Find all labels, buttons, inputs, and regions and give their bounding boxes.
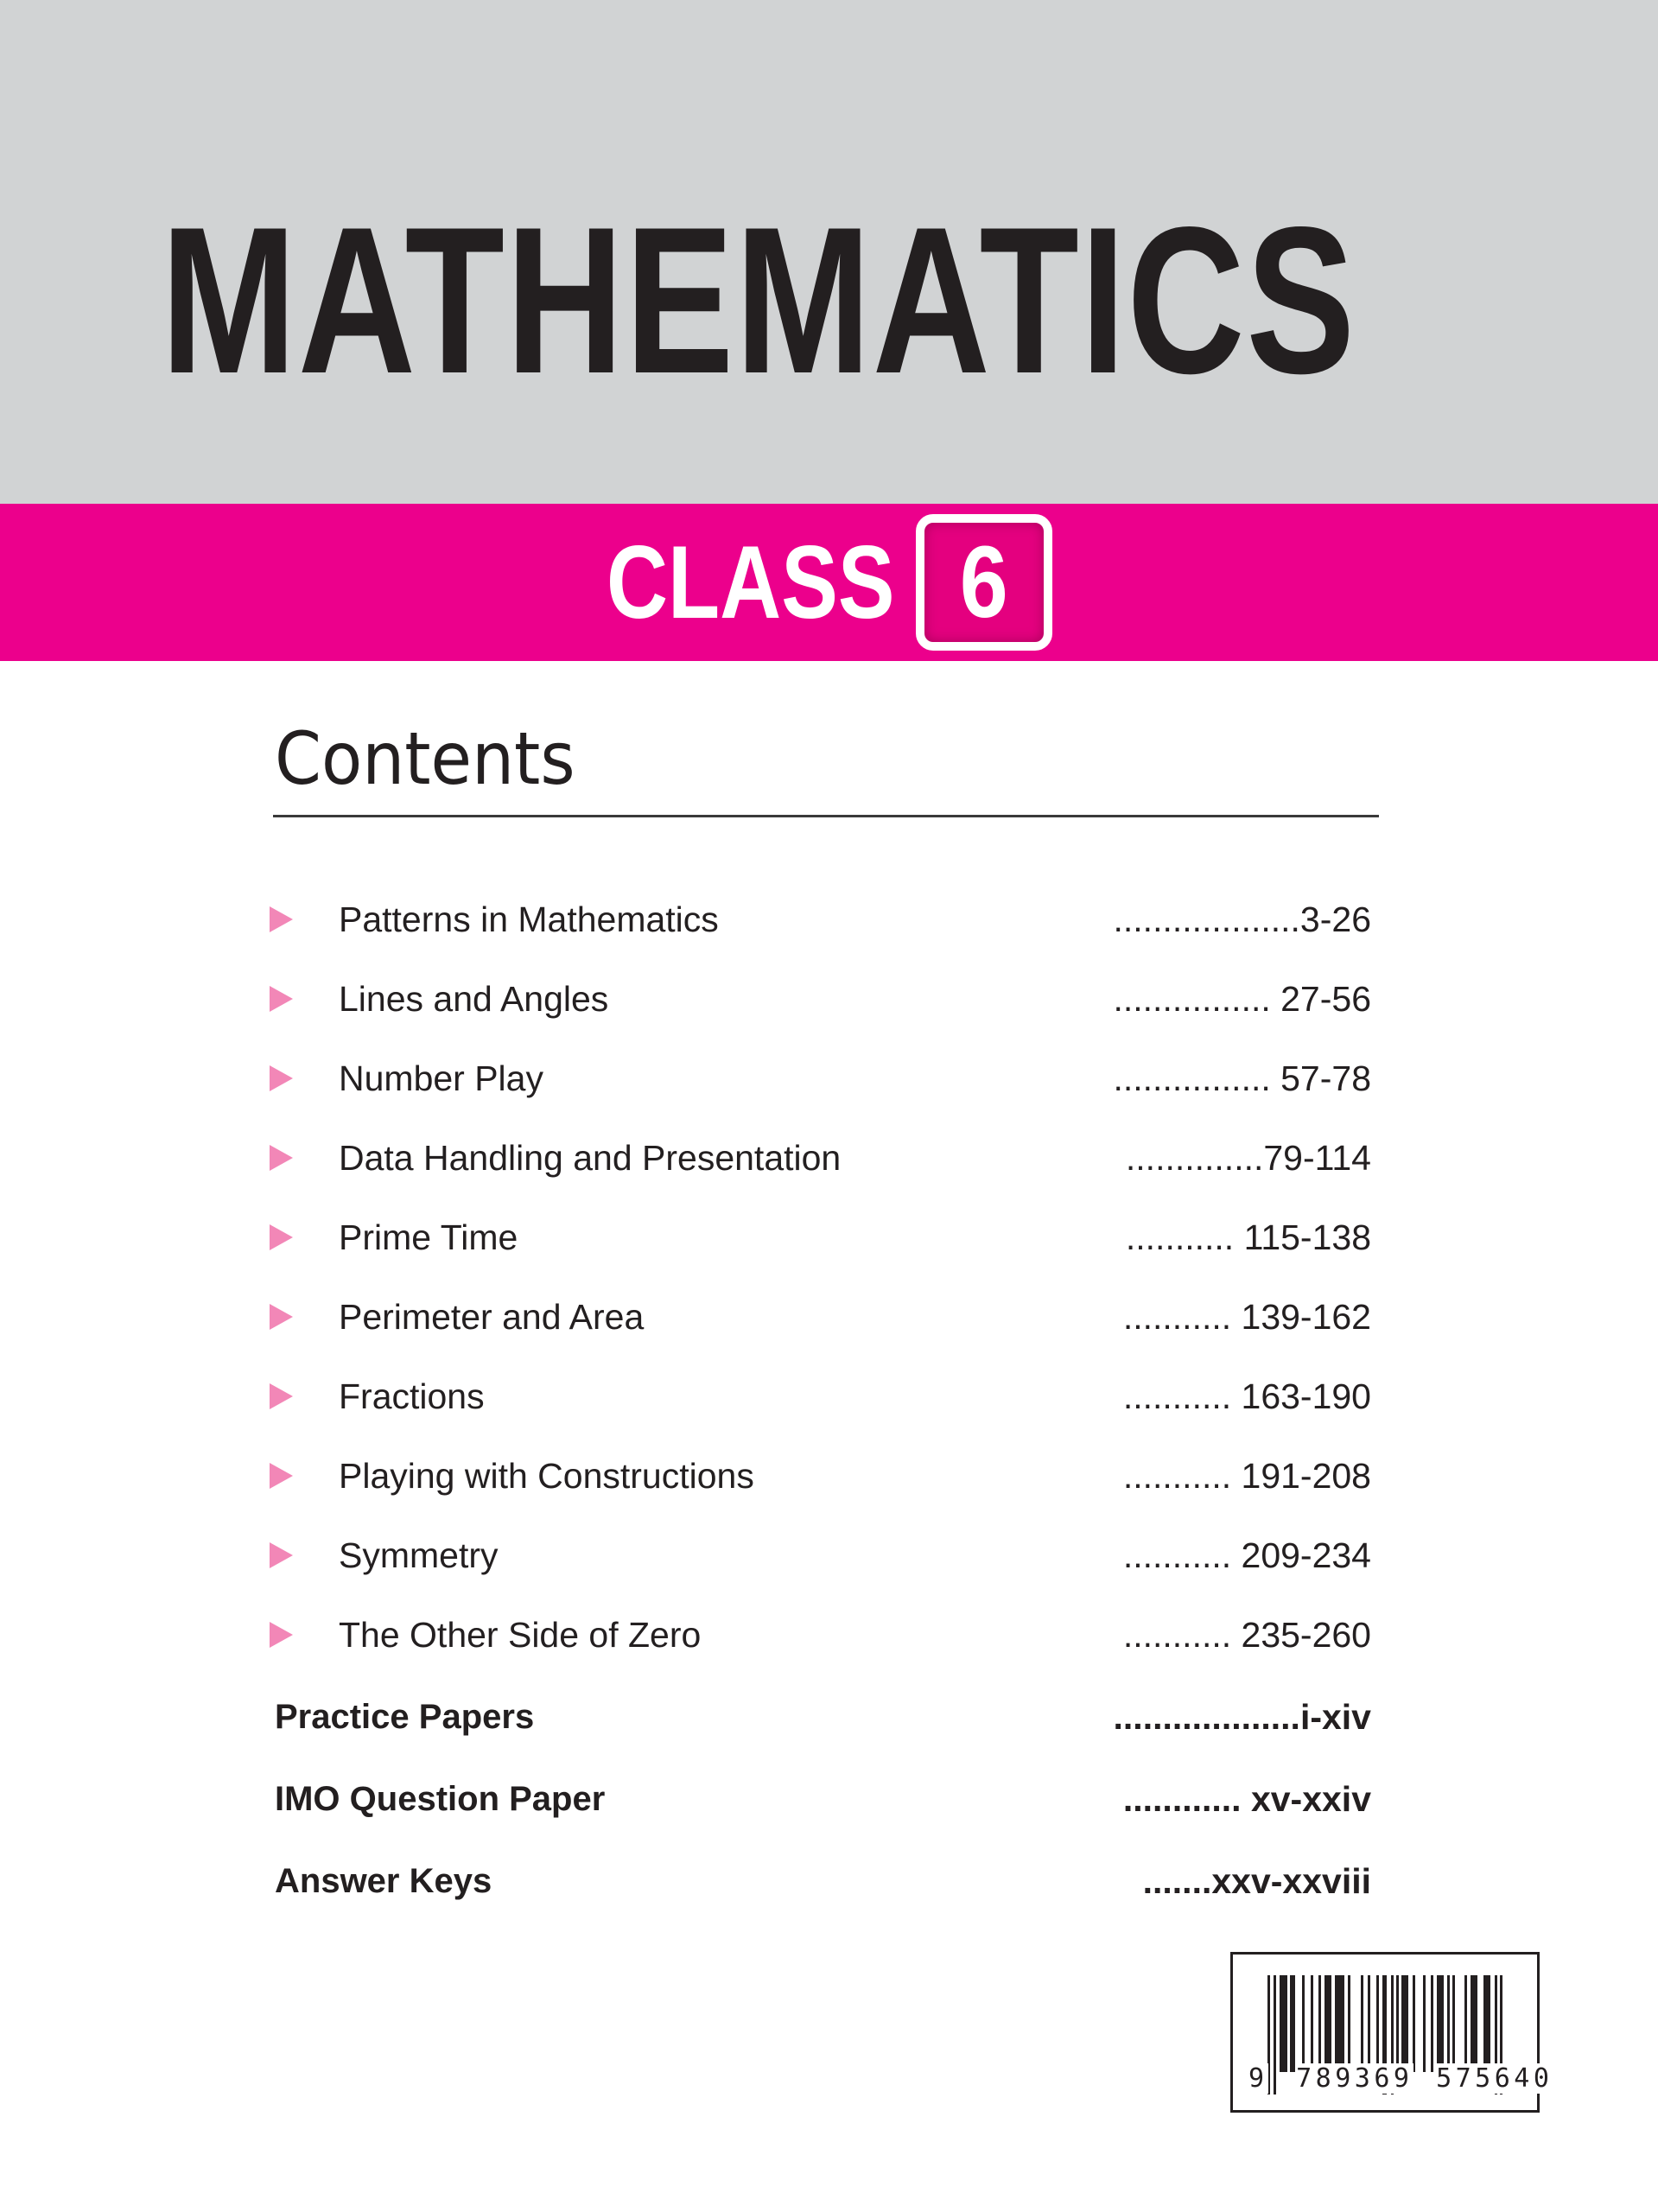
triangle-bullet-icon bbox=[270, 906, 293, 932]
contents-divider bbox=[273, 815, 1379, 817]
isbn-digit-group-1: 789369 bbox=[1296, 2063, 1413, 2094]
book-title: MATHEMATICS bbox=[161, 184, 1356, 417]
toc-item-pages: .......xxv-xxviii bbox=[1142, 1860, 1371, 1901]
triangle-bullet-icon bbox=[270, 986, 293, 1012]
contents-heading: Contents bbox=[275, 716, 575, 801]
toc-item[interactable] bbox=[270, 1211, 1371, 1263]
toc-item-title: Symmetry bbox=[339, 1535, 499, 1575]
toc-item-title: Number Play bbox=[339, 1058, 543, 1098]
toc-item-title: Prime Time bbox=[339, 1217, 518, 1257]
class-number: 6 bbox=[960, 525, 1008, 639]
toc-item-pages: ...................3-26 bbox=[1113, 899, 1371, 939]
toc-item-pages: ........... 191-208 bbox=[1122, 1455, 1371, 1496]
triangle-bullet-icon bbox=[270, 1145, 293, 1171]
toc-item-title: Lines and Angles bbox=[339, 978, 609, 1019]
triangle-bullet-icon bbox=[270, 1224, 293, 1250]
toc-item-pages: ........... 163-190 bbox=[1122, 1376, 1371, 1416]
toc-item[interactable] bbox=[270, 1529, 1371, 1581]
toc-item-pages: ..............79-114 bbox=[1125, 1137, 1371, 1178]
toc-item[interactable] bbox=[270, 1450, 1371, 1502]
triangle-bullet-icon bbox=[270, 1065, 293, 1091]
class-label: CLASS bbox=[607, 524, 895, 640]
toc-item-title: Patterns in Mathematics bbox=[339, 899, 719, 939]
isbn-number bbox=[1248, 2062, 1553, 2096]
triangle-bullet-icon bbox=[270, 1542, 293, 1568]
toc-item-title: The Other Side of Zero bbox=[339, 1614, 702, 1655]
toc-item-pages: ........... 209-234 bbox=[1122, 1535, 1371, 1575]
toc-item-pages: ................ 57-78 bbox=[1113, 1058, 1371, 1098]
triangle-bullet-icon bbox=[270, 1383, 293, 1409]
toc-item-title: Practice Papers bbox=[275, 1697, 535, 1736]
toc-item-title: Fractions bbox=[339, 1376, 485, 1416]
toc-item-pages: ........... 139-162 bbox=[1122, 1296, 1371, 1337]
toc-item-pages: ........... 115-138 bbox=[1125, 1217, 1371, 1257]
toc-item[interactable] bbox=[270, 1052, 1371, 1104]
toc-item-pages: ........... 235-260 bbox=[1122, 1614, 1371, 1655]
toc-item[interactable] bbox=[270, 1609, 1371, 1661]
isbn-first-digit: 9 bbox=[1248, 2063, 1268, 2094]
triangle-bullet-icon bbox=[270, 1463, 293, 1489]
toc-item-title: Answer Keys bbox=[275, 1861, 492, 1900]
toc-item-pages: ...................i-xiv bbox=[1113, 1696, 1371, 1737]
isbn-barcode bbox=[1230, 1952, 1553, 2113]
toc-item-pages: ............ xv-xxiv bbox=[1122, 1778, 1371, 1819]
toc-extra-item[interactable] bbox=[270, 1691, 1371, 1743]
class-number-badge bbox=[916, 514, 1052, 651]
toc-item[interactable] bbox=[270, 1370, 1371, 1422]
toc-item[interactable] bbox=[270, 1291, 1371, 1343]
toc-item-title: Perimeter and Area bbox=[339, 1296, 645, 1337]
toc-item-title: Playing with Constructions bbox=[339, 1455, 754, 1496]
toc-item[interactable] bbox=[270, 973, 1371, 1025]
toc-item-title: IMO Question Paper bbox=[275, 1779, 606, 1818]
isbn-digit-group-2: 575640 bbox=[1436, 2063, 1553, 2094]
toc-item-pages: ................ 27-56 bbox=[1113, 978, 1371, 1019]
toc-extra-item[interactable] bbox=[270, 1773, 1371, 1825]
toc-extra-item[interactable] bbox=[270, 1855, 1371, 1907]
triangle-bullet-icon bbox=[270, 1622, 293, 1648]
triangle-bullet-icon bbox=[270, 1304, 293, 1330]
toc-item[interactable] bbox=[270, 893, 1371, 945]
toc-item[interactable] bbox=[270, 1132, 1371, 1184]
toc-item-title: Data Handling and Presentation bbox=[339, 1137, 842, 1178]
